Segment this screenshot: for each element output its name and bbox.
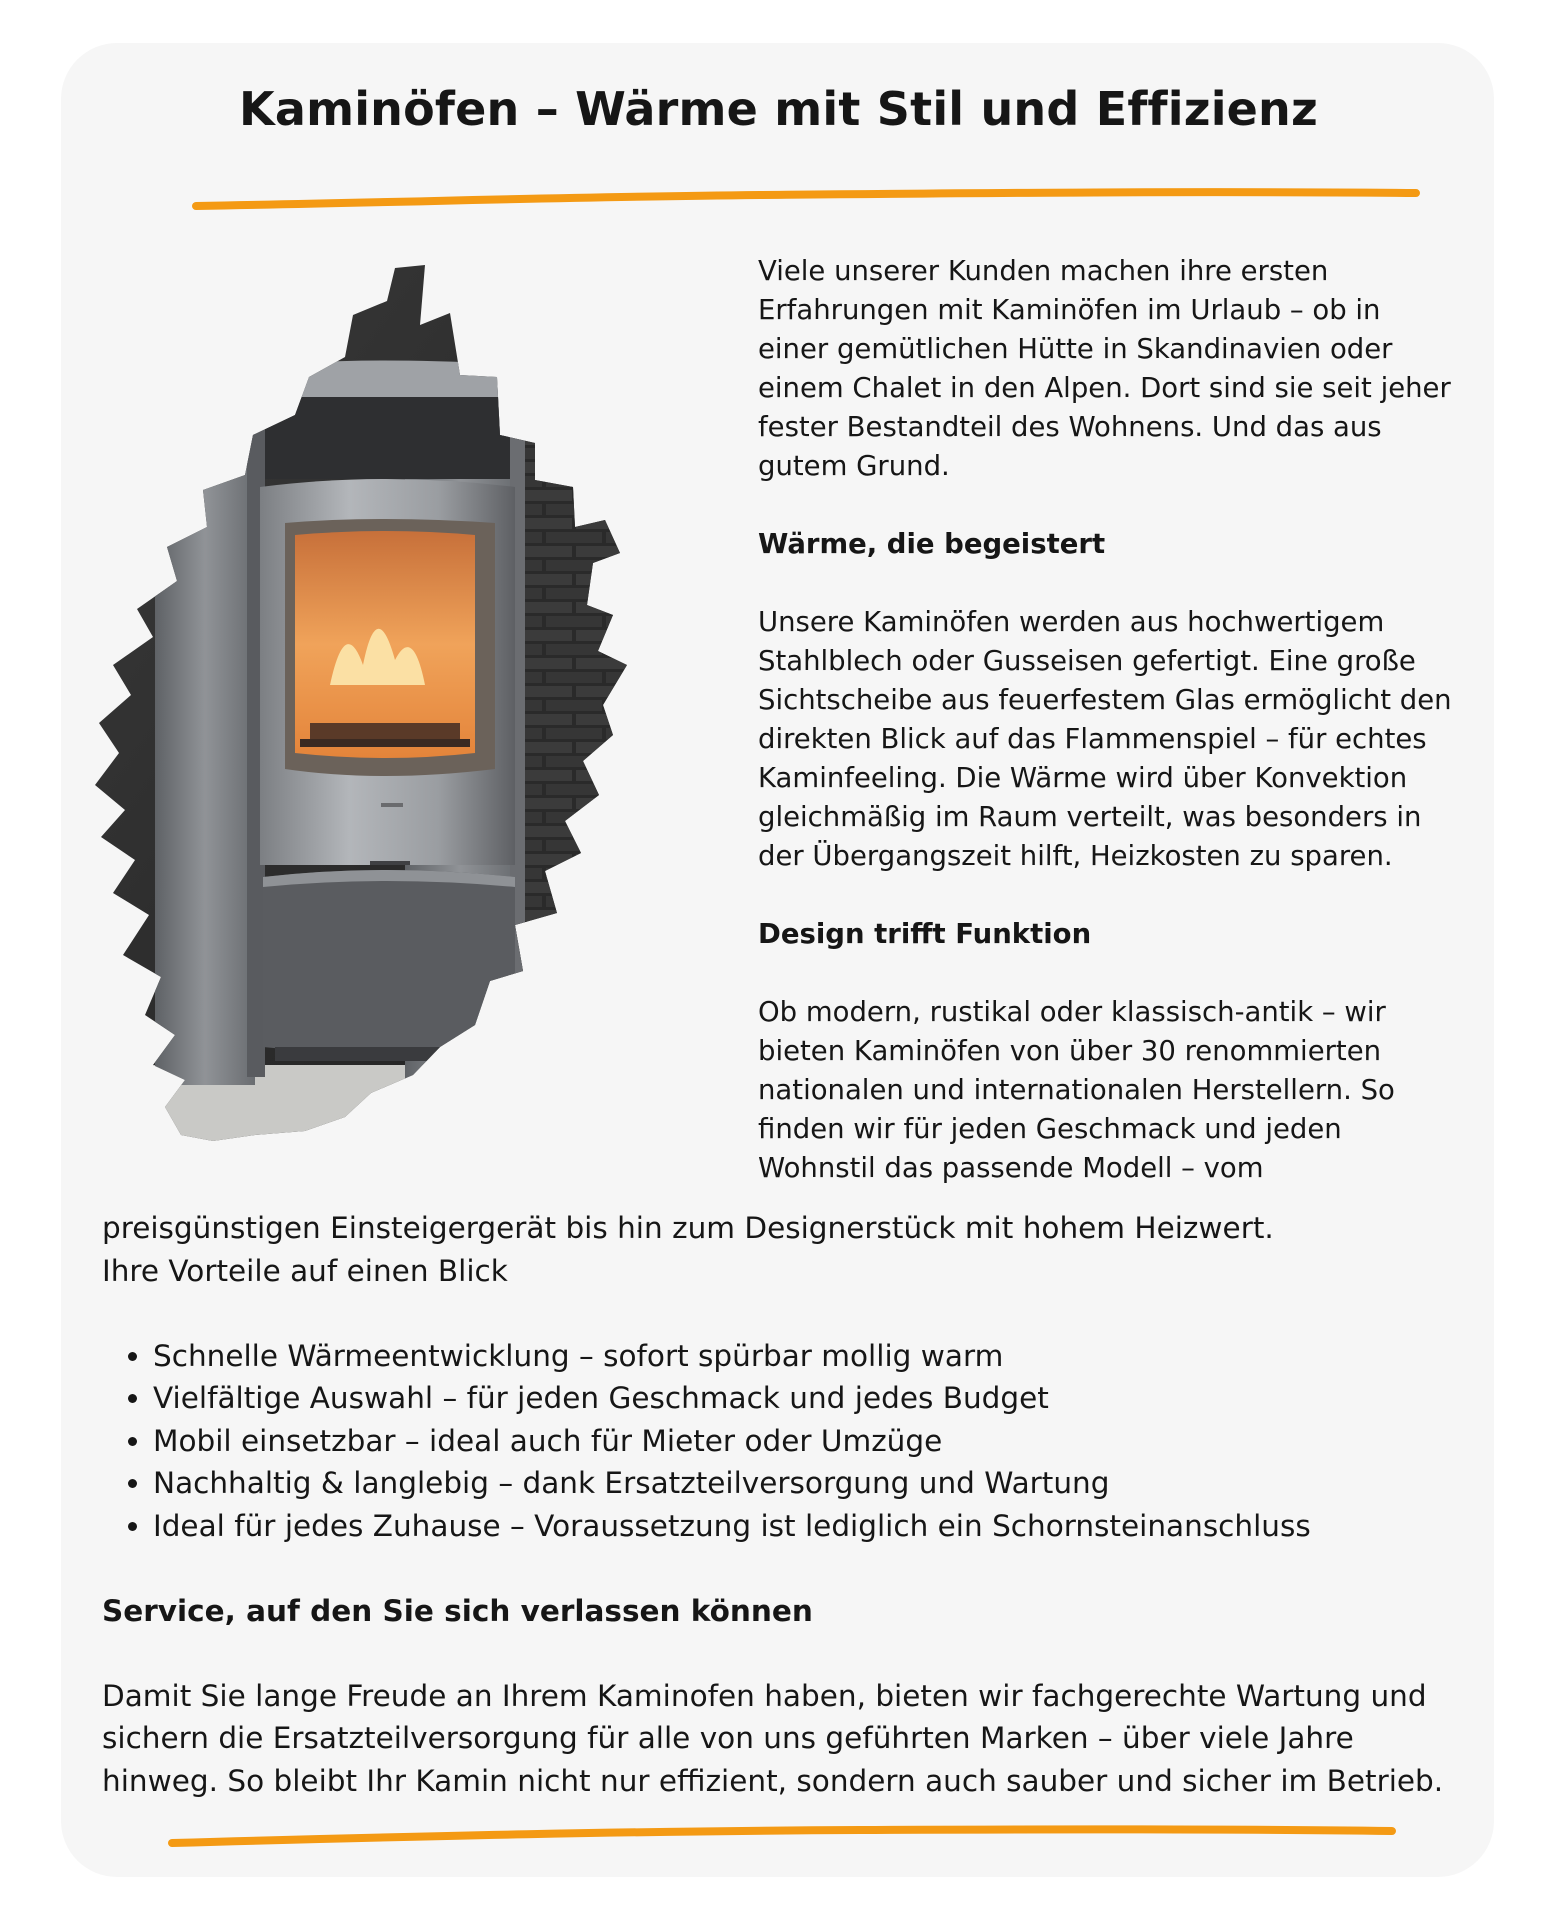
top-accent-stroke <box>0 0 1557 230</box>
section-text-waerme: Unsere Kaminöfen werden aus hochwertigem Stahlblech oder Gusseisen gefertigt. Eine große Sichtscheibe aus feuerfestem Glas ermöglicht den direkten Blick auf das Flammenspiel – für echtes Kaminfeeling. Die Wärme wird über Konvektion gleichmäßig im Raum verteilt, was besonders in der Übergangszeit hilft, Heizkosten zu sparen. <box>758 606 1452 872</box>
section-heading-waerme: Wärme, die begeistert <box>758 528 1106 560</box>
list-item: • Nachhaltig & langlebig – dank Ersatzteilversorgung und Wartung <box>153 1462 1462 1505</box>
stove-photo <box>95 265 720 1150</box>
main-text <box>102 1207 1462 1802</box>
section-text-design-part1: Ob modern, rustikal oder klassisch-antik – wir bieten Kaminöfen von über 30 renommierten nationalen und internationalen Herstellern. So finden wir für jeden Geschmack und jeden Wohnstil das passende Modell – vom <box>758 996 1395 1184</box>
service-text: Damit Sie lange Freude an Ihrem Kaminofen haben, bieten wir fachgerechte Wartung und sichern die Ersatzteilversorgung für alle von uns geführten Marken – über viele Jahre hinweg. So bleibt Ihr Kamin nicht nur effizient, sondern auch sauber und sicher im Betrieb. <box>102 1678 1444 1798</box>
list-item: • Ideal für jedes Zuhause – Voraussetzung ist lediglich ein Schornsteinanschluss <box>153 1505 1462 1548</box>
list-item: • Schnelle Wärmeentwicklung – sofort spürbar mollig warm <box>153 1335 1462 1378</box>
section-heading-design: Design trifft Funktion <box>758 918 1092 950</box>
list-item: • Mobil einsetzbar – ideal auch für Mieter oder Umzüge <box>153 1420 1462 1463</box>
list-item: • Vielfältige Auswahl – für jeden Geschmack und jedes Budget <box>153 1377 1462 1420</box>
section-text-design-part2: preisgünstigen Einsteigergerät bis hin zum Designerstück mit hohem Heizwert. <box>102 1211 1274 1245</box>
intro-text: Viele unserer Kunden machen ihre ersten Erfahrungen mit Kaminöfen im Urlaub – ob in einer gemütlichen Hütte in Skandinavien oder einem Chalet in den Alpen. Dort sind sie seit jeher fester Bestandteil des Wohnens. Und das aus gutem Grund. <box>758 255 1451 482</box>
advantages-heading: Ihre Vorteile auf einen Blick <box>102 1253 508 1288</box>
advantages-list <box>102 1335 1462 1548</box>
page-title: Kaminöfen – Wärme mit Stil und Effizienz <box>239 82 1318 136</box>
intro-column <box>758 252 1458 1188</box>
service-heading: Service, auf den Sie sich verlassen können <box>102 1593 813 1628</box>
